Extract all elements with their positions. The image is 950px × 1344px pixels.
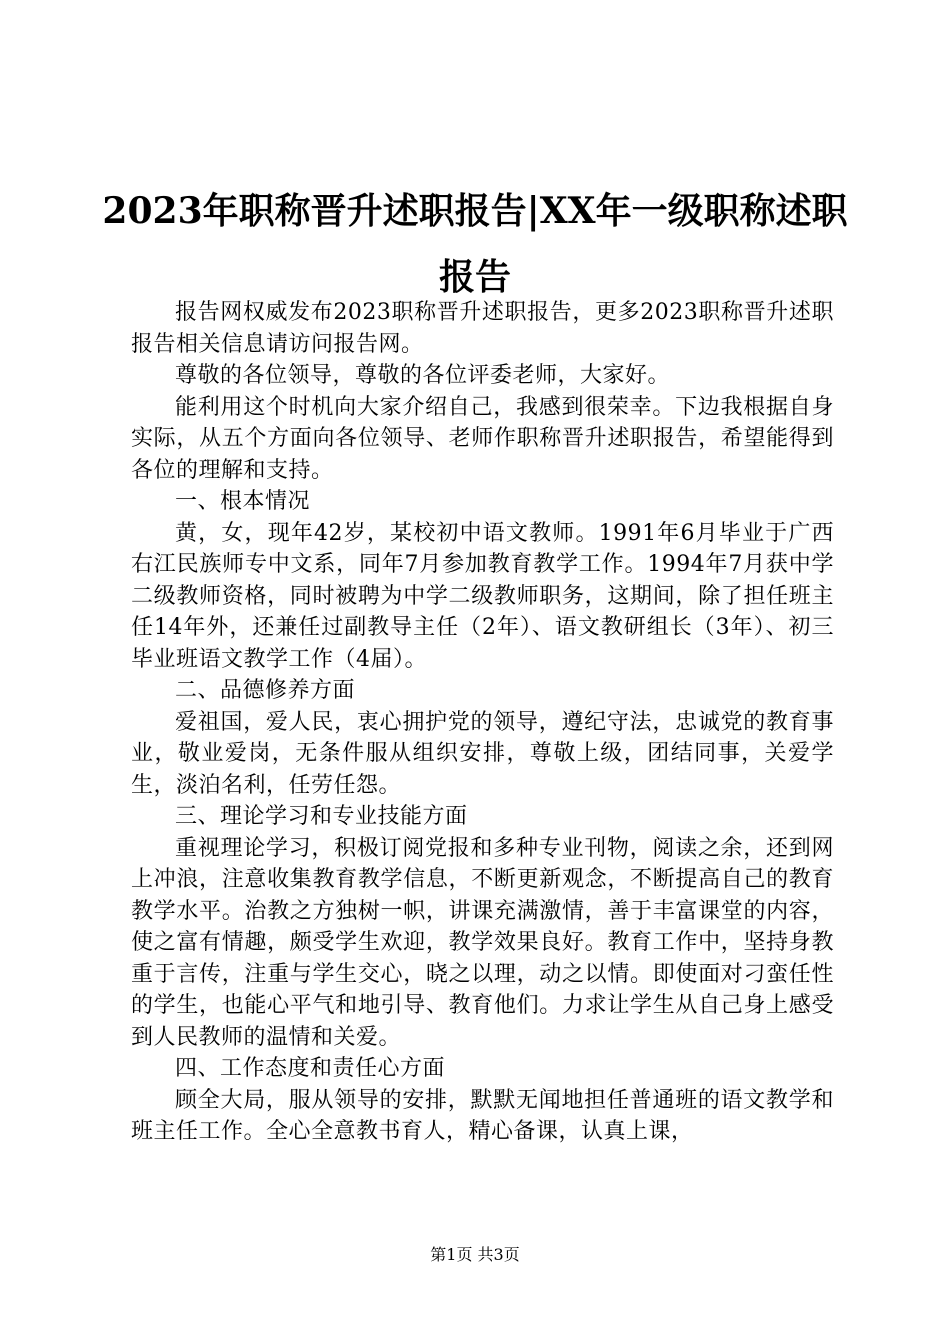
section-heading-attitude: 四、工作态度和责任心方面 — [175, 1056, 446, 1081]
paragraph-greeting: 尊敬的各位领导，尊敬的各位评委老师，大家好。 — [175, 363, 671, 388]
page-number-footer: 第1页 共3页 — [430, 1245, 520, 1264]
section-heading-study-skills: 三、理论学习和专业技能方面 — [175, 804, 468, 829]
paragraph-basic-info: 黄，女，现年42岁，某校初中语文教师。1991年6月毕业于广西右江民族师专中文系，同年7月参加教育教学工作。1994年7月获中学二级教师资格，同时被聘为中学二级教师职务，这期间，除了担任班主任14年外，还兼任过副教导主任（2年）、语文教研组长（3年）、初三毕业班语文教学工作（4届）。 — [131, 520, 834, 672]
section-heading-basic-info: 一、根本情况 — [175, 489, 311, 514]
paragraph-morality: 爱祖国，爱人民，衷心拥护党的领导，遵纪守法，忠诚党的教育事业，敬业爱岗，无条件服从组织安排，尊敬上级，团结同事，关爱学生，淡泊名利，任劳任怨。 — [131, 709, 834, 798]
paragraph-intro: 报告网权威发布2023职称晋升述职报告，更多2023职称晋升述职报告相关信息请访问报告网。 — [131, 300, 834, 357]
document-title: 2023年职称晋升述职报告|XX年一级职称述职报告 — [102, 190, 848, 298]
paragraph-attitude: 顾全大局，服从领导的安排，默默无闻地担任普通班的语文教学和班主任工作。全心全意教书育人，精心备课，认真上课， — [131, 1087, 834, 1144]
section-heading-morality: 二、品德修养方面 — [175, 678, 356, 703]
paragraph-opening: 能利用这个时机向大家介绍自己，我感到很荣幸。下边我根据自身实际，从五个方面向各位领导、老师作职称晋升述职报告，希望能得到各位的理解和支持。 — [131, 394, 834, 483]
paragraph-study-skills: 重视理论学习，积极订阅党报和多种专业刊物，阅读之余，还到网上冲浪，注意收集教育教学信息，不断更新观念，不断提高自己的教育教学水平。治教之方独树一帜，讲课充满激情，善于丰富课堂的内容，使之富有情趣，颇受学生欢迎，教学效果良好。教育工作中，坚持身教重于言传，注重与学生交心，晓之以理，动之以情。即使面对刁蛮任性的学生，也能心平气和地引导、教育他们。力求让学生从自己身上感受到人民教师的温情和关爱。 — [131, 835, 834, 1050]
document-body — [131, 297, 834, 1148]
